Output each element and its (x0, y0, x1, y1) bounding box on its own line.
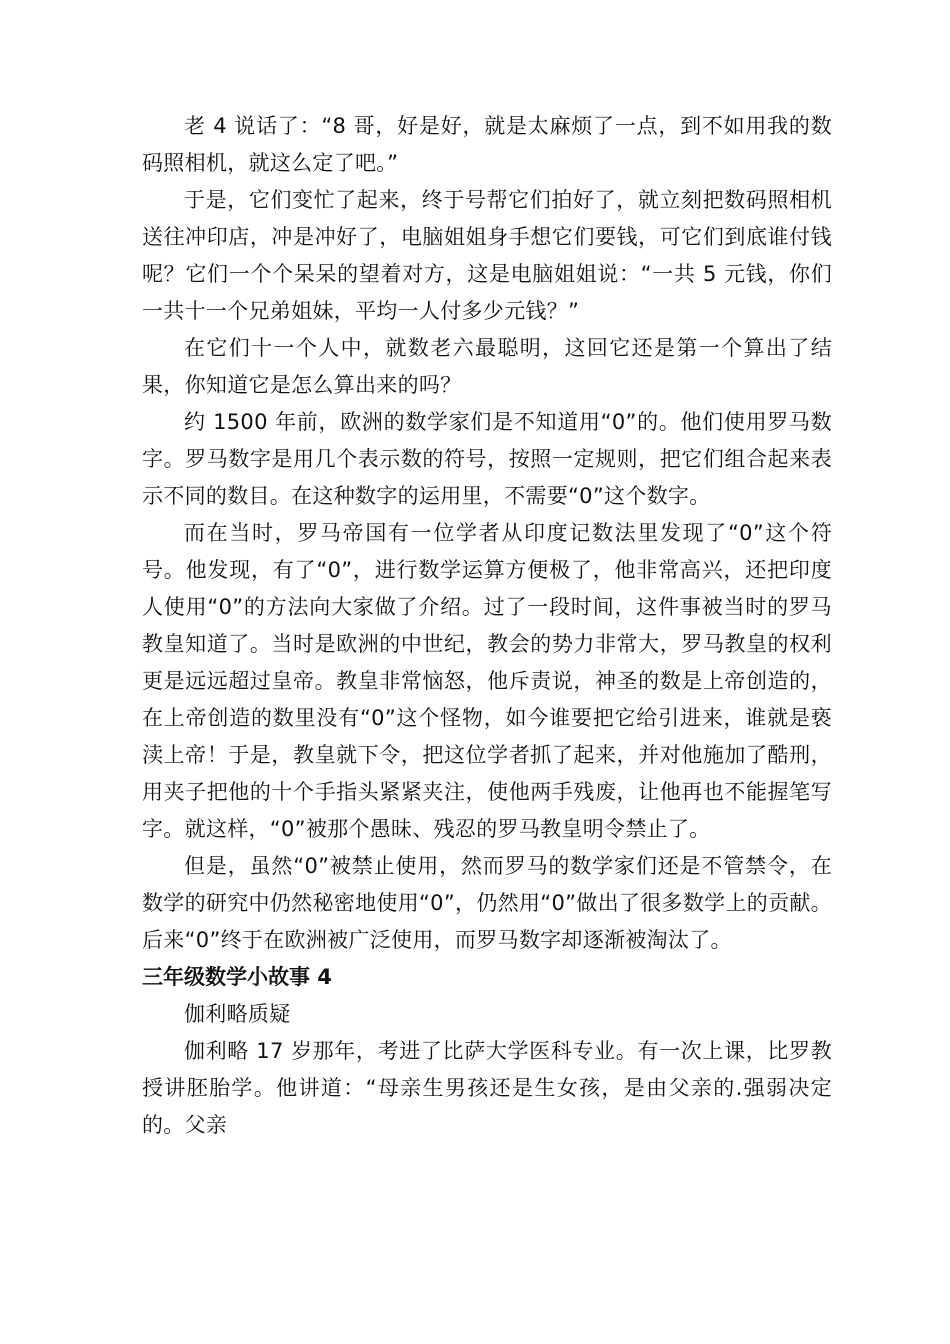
paragraph: 但是，虽然“0”被禁止使用，然而罗马的数学家们还是不管禁令，在数学的研究中仍然秘密地使用“0”，仍然用“0”做出了很多数学上的贡献。后来“0”终于在欧洲被广泛使用，而罗马数字却逐渐被淘汰了。 (142, 854, 832, 952)
paragraph: 在它们十一个人中，就数老六最聪明，这回它还是第一个算出了结果，你知道它是怎么算出来的吗？ (142, 336, 832, 397)
paragraph: 伽利略 17 岁那年，考进了比萨大学医科专业。有一次上课，比罗教授讲胚胎学。他讲道：“母亲生男孩还是生女孩，是由父亲的.强弱决定的。父亲 (142, 1039, 832, 1137)
paragraph: 于是，它们变忙了起来，终于号帮它们拍好了，就立刻把数码照相机送往冲印店，冲是冲好了，电脑姐姐身手想它们要钱，可它们到底谁付钱呢？它们一个个呆呆的望着对方，这是电脑姐姐说：“一共 5 元钱，你们一共十一个兄弟姐妹，平均一人付多少元钱？” (142, 188, 832, 323)
paragraph: 老 4 说话了：“8 哥，好是好，就是太麻烦了一点，到不如用我的数码照相机，就这么定了吧。” (142, 114, 832, 175)
paragraph: 而在当时，罗马帝国有一位学者从印度记数法里发现了“0”这个符号。他发现，有了“0”，进行数学运算方便极了，他非常高兴，还把印度人使用“0”的方法向大家做了介绍。过了一段时间，这件事被当时的罗马教皇知道了。当时是欧洲的中世纪，教会的势力非常大，罗马教皇的权利更是远远超过皇帝。教皇非常恼怒，他斥责说，神圣的数是上帝创造的，在上帝创造的数里没有“0”这个怪物，如今谁要把它给引进来，谁就是亵渎上帝！于是，教皇就下令，把这位学者抓了起来，并对他施加了酷刑，用夹子把他的十个手指头紧紧夹注，使他两手残废，让他再也不能握笔写字。就这样，“0”被那个愚昧、残忍的罗马教皇明令禁止了。 (142, 521, 832, 841)
paragraph: 约 1500 年前，欧洲的数学家们是不知道用“0”的。他们使用罗马数字。罗马数字是用几个表示数的符号，按照一定规则，把它们组合起来表示不同的数目。在这种数字的运用里，不需要“0”这个数字。 (142, 410, 832, 508)
section-heading: 三年级数学小故事 4 (142, 965, 332, 989)
story-title: 伽利略质疑 (184, 1002, 291, 1026)
document-page (142, 108, 832, 1144)
